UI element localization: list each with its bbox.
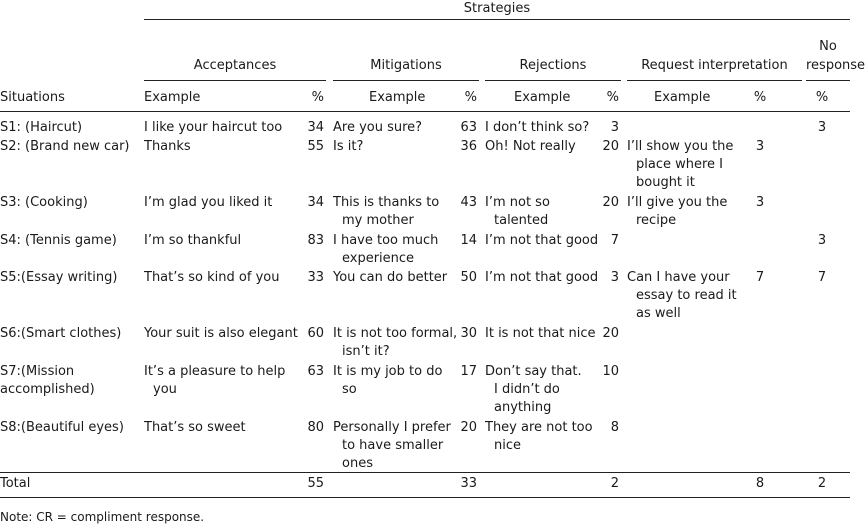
acceptance-pct: 80 xyxy=(307,420,324,435)
acceptance-example: That’s so kind of you xyxy=(144,270,280,285)
acceptance-example: It’s a pleasure to help xyxy=(144,364,286,379)
situation-cell: S8:(Beautiful eyes) xyxy=(0,420,124,435)
acc-pct-heading: % xyxy=(311,90,324,105)
acc-example-heading: Example xyxy=(144,90,201,105)
rejection-example: Don’t say that. xyxy=(485,364,582,379)
rejection-example: I didn’t do xyxy=(494,382,560,397)
acceptance-example: That’s so sweet xyxy=(144,420,246,435)
total-acc-pct: 55 xyxy=(307,476,324,491)
total-nr-pct: 2 xyxy=(817,476,827,491)
rejection-pct: 3 xyxy=(610,120,619,135)
situation-cell: S7:(Mission xyxy=(0,364,75,379)
rejection-pct: 20 xyxy=(602,195,619,210)
situation-cell: S2: (Brand new car) xyxy=(0,139,130,154)
acceptance-example: you xyxy=(153,382,177,397)
situation-cell: S5:(Essay writing) xyxy=(0,270,118,285)
mitigation-example: Are you sure? xyxy=(333,120,423,135)
no-response-heading-1: No xyxy=(819,39,837,54)
rejection-example: I’m not so xyxy=(485,195,550,210)
acceptances-rule xyxy=(144,80,326,81)
request-example: Can I have your xyxy=(627,270,730,285)
situation-cell: S6:(Smart clothes) xyxy=(0,326,122,341)
mitigation-example: so xyxy=(342,382,357,397)
rej-example-heading: Example xyxy=(514,90,571,105)
rejections-heading: Rejections xyxy=(519,58,587,73)
rejection-example: It is not that nice xyxy=(485,326,596,341)
total-label: Total xyxy=(0,476,31,491)
rejection-pct: 20 xyxy=(602,139,619,154)
req-example-heading: Example xyxy=(654,90,711,105)
request-example: I’ll give you the xyxy=(627,195,728,210)
mitigation-example: isn’t it? xyxy=(342,344,390,359)
mitigation-example: Personally I prefer xyxy=(333,420,451,435)
request-example: essay to read it xyxy=(636,288,737,303)
no-response-rule xyxy=(806,80,850,81)
rejection-example: I’m not that good xyxy=(485,233,599,248)
rejection-example: nice xyxy=(494,438,521,453)
no-response-pct: 3 xyxy=(817,120,827,135)
request-example: recipe xyxy=(636,213,677,228)
mitigation-pct: 36 xyxy=(460,139,477,154)
table-bottom-rule xyxy=(0,497,850,498)
mitigation-example: It is not too formal, xyxy=(333,326,458,341)
situation-cell: accomplished) xyxy=(0,382,95,397)
acceptance-example: I like your haircut too xyxy=(144,120,283,135)
request-example: place where I xyxy=(636,157,724,172)
request-example: as well xyxy=(636,306,681,321)
mitigation-example: to have smaller xyxy=(342,438,444,453)
mitigation-pct: 50 xyxy=(460,270,477,285)
acceptance-pct: 34 xyxy=(307,120,324,135)
acceptance-example: Thanks xyxy=(144,139,191,154)
rejection-pct: 7 xyxy=(610,233,619,248)
mitigation-pct: 17 xyxy=(460,364,477,379)
rejection-example: anything xyxy=(494,400,552,415)
request-interpretation-heading: Request interpretation xyxy=(641,58,788,73)
mitigation-pct: 14 xyxy=(460,233,477,248)
request-pct: 3 xyxy=(755,195,765,210)
acceptance-pct: 63 xyxy=(307,364,324,379)
situation-cell: S3: (Cooking) xyxy=(0,195,88,210)
no-response-pct: 7 xyxy=(817,270,827,285)
req-pct-heading: % xyxy=(753,90,767,105)
mitigation-example: It is my job to do xyxy=(333,364,443,379)
request-pct: 3 xyxy=(755,139,765,154)
mitigation-example: my mother xyxy=(342,213,414,228)
situation-cell: S4: (Tennis game) xyxy=(0,233,117,248)
no-response-heading-2: response xyxy=(806,58,865,73)
rejection-pct: 20 xyxy=(602,326,619,341)
request-example: bought it xyxy=(636,175,695,190)
situations-heading: Situations xyxy=(0,90,65,105)
strategies-rule xyxy=(144,19,850,20)
mit-example-heading: Example xyxy=(369,90,426,105)
mitigations-rule xyxy=(333,80,479,81)
mitigations-heading: Mitigations xyxy=(370,58,442,73)
total-rej-pct: 2 xyxy=(610,476,619,491)
mitigation-pct: 63 xyxy=(460,120,477,135)
mitigation-pct: 20 xyxy=(460,420,477,435)
mitigation-example: This is thanks to xyxy=(333,195,440,210)
mitigation-example: You can do better xyxy=(333,270,448,285)
mit-pct-heading: % xyxy=(464,90,477,105)
strategies-heading: Strategies xyxy=(463,1,531,16)
mitigation-example: ones xyxy=(342,456,373,471)
rejection-example: I don’t think so? xyxy=(485,120,590,135)
acceptance-example: I’m so thankful xyxy=(144,233,242,248)
acceptance-pct: 34 xyxy=(307,195,324,210)
rejection-pct: 10 xyxy=(602,364,619,379)
request-rule xyxy=(627,80,802,81)
acceptance-pct: 60 xyxy=(307,326,324,341)
nr-pct-heading: % xyxy=(815,90,829,105)
total-req-pct: 8 xyxy=(755,476,765,491)
acceptance-example: Your suit is also elegant xyxy=(144,326,298,341)
acceptance-pct: 55 xyxy=(307,139,324,154)
table-note: Note: CR = compliment response. xyxy=(0,510,205,524)
mitigation-example: experience xyxy=(342,251,415,266)
request-pct: 7 xyxy=(755,270,765,285)
request-example: I’ll show you the xyxy=(627,139,734,154)
total-mit-pct: 33 xyxy=(460,476,477,491)
no-response-pct: 3 xyxy=(817,233,827,248)
mitigation-example: Is it? xyxy=(333,139,364,154)
rejections-rule xyxy=(485,80,621,81)
acceptances-heading: Acceptances xyxy=(193,58,277,73)
rejection-example: talented xyxy=(494,213,549,228)
mitigation-example: I have too much xyxy=(333,233,439,248)
rej-pct-heading: % xyxy=(606,90,619,105)
mitigation-pct: 43 xyxy=(460,195,477,210)
total-top-rule xyxy=(0,472,850,473)
rejection-example: They are not too xyxy=(485,420,593,435)
header-bottom-rule xyxy=(0,111,850,112)
acceptance-pct: 33 xyxy=(307,270,324,285)
situation-cell: S1: (Haircut) xyxy=(0,120,83,135)
mitigation-pct: 30 xyxy=(460,326,477,341)
acceptance-example: I’m glad you liked it xyxy=(144,195,273,210)
rejection-example: Oh! Not really xyxy=(485,139,576,154)
rejection-example: I’m not that good xyxy=(485,270,599,285)
rejection-pct: 8 xyxy=(610,420,619,435)
rejection-pct: 3 xyxy=(610,270,619,285)
acceptance-pct: 83 xyxy=(307,233,324,248)
